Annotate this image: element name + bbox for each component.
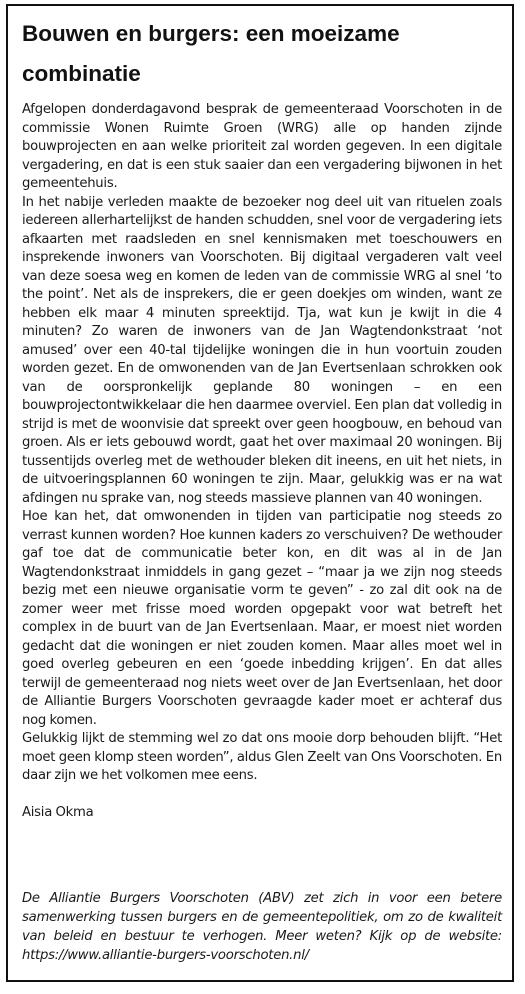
spacer <box>22 786 502 804</box>
paragraph-intro: Afgelopen donderdagavond besprak de gemeenteraad Voorschoten in de commissie Wonen Ruimte Groen (WRG) alle op handen zijnde bouwprojecten en aan welke prioriteit zal worden gegeven. In een digitale vergadering, en dat is een stuk saaier dan een vergadering bijwonen in het gemeentehuis. <box>22 102 502 191</box>
author-name: Aisia Okma <box>22 804 94 820</box>
paragraph-participation: Hoe kan het, dat omwonenden in tijden van participatie nog steeds zo verrast kunnen worden? Hoe kunnen kaders zo verschuiven? De wethouder gaf toe dat de communicatie beter kon, en dit was al in de Jan Wagtendonkstraat inmiddels in gang gezet – “maar ja we zijn nog steeds bezig met een nieuwe organisatie vorm te geven” - zo zal dit ook na de zomer weer met frisse moed worden opgepakt voor wat betreft het complex in de buurt van de Jan Evertsenlaan. Maar, er moest niet worden gedacht dat die woningen er niet zouden komen. Maar alles moet wel in goed overleg gebeuren en een ‘goede inbedding krijgen’. En dat alles terwijl de gemeenteraad nog niets weet over de Jan Evertsenlaan, het door de Alliantie Burgers Voorschoten gevraagde kader moet er achteraf dus nog komen. <box>22 509 502 728</box>
paragraph-conclusion: Gelukkig lijkt de stemming wel zo dat ons mooie dorp behouden blijft. “Het moet geen klomp steen worden”, aldus Glen Zeelt van Ons Voorschoten. En daar zijn we het volkomen mee eens. <box>22 731 502 783</box>
article-title: Bouwen en burgers: een moeizame combinatie <box>22 21 400 86</box>
article-body <box>22 101 502 822</box>
website-link[interactable]: https://www.alliantie-burgers-voorschoten.nl/ <box>22 948 309 963</box>
footer-text: De Alliantie Burgers Voorschoten (ABV) zet zich in voor een betere samenwerking tussen burgers en de gemeentepolitiek, om zo de kwaliteit van beleid en bestuur te verhogen. Meer weten? Kijk op de website: <box>22 891 502 944</box>
footer-note <box>22 889 502 965</box>
paragraph-past-meetings: In het nabije verleden maakte de bezoeker nog deel uit van rituelen zoals iedereen allerhartelijkst de handen schudden, snel voor de vergadering iets afkaarten met raadsleden en snel kennismaken met toeschouwers en insprekende inwoners van Voorschoten. Bij digitaal vergaderen valt veel van deze soesa weg en komen de leden van de commissie WRG al snel ‘to the point’. Net als de insprekers, die er geen doekjes om winden, want ze hebben elk maar 4 minuten spreektijd. Tja, wat kun je kwijt in die 4 minuten? Zo waren de inwoners van de Jan Wagtendonkstraat ‘not amused’ over een 40-tal tijdelijke woningen die in hun voortuin zouden worden gezet. En de omwonenden van de Jan Evertsenlaan schrokken ook van de oorspronkelijk geplande 80 woningen – en een bouwprojectontwikkelaar die hen daarmee overviel. Een plan dat volledig in strijd is met de woonvisie dat spreekt over geen hoogbouw, en behoud van groen. Als er iets gebouwd wordt, gaat het over maximaal 20 woningen. Bij tussentijds overleg met de wethouder bleken dit ineens, en uit het niets, in de uitvoeringsplannen 60 woningen te zijn. Maar, gelukkig was er na wat afdingen nu sprake van, nog steeds massieve plannen van 40 woningen. <box>22 194 502 506</box>
